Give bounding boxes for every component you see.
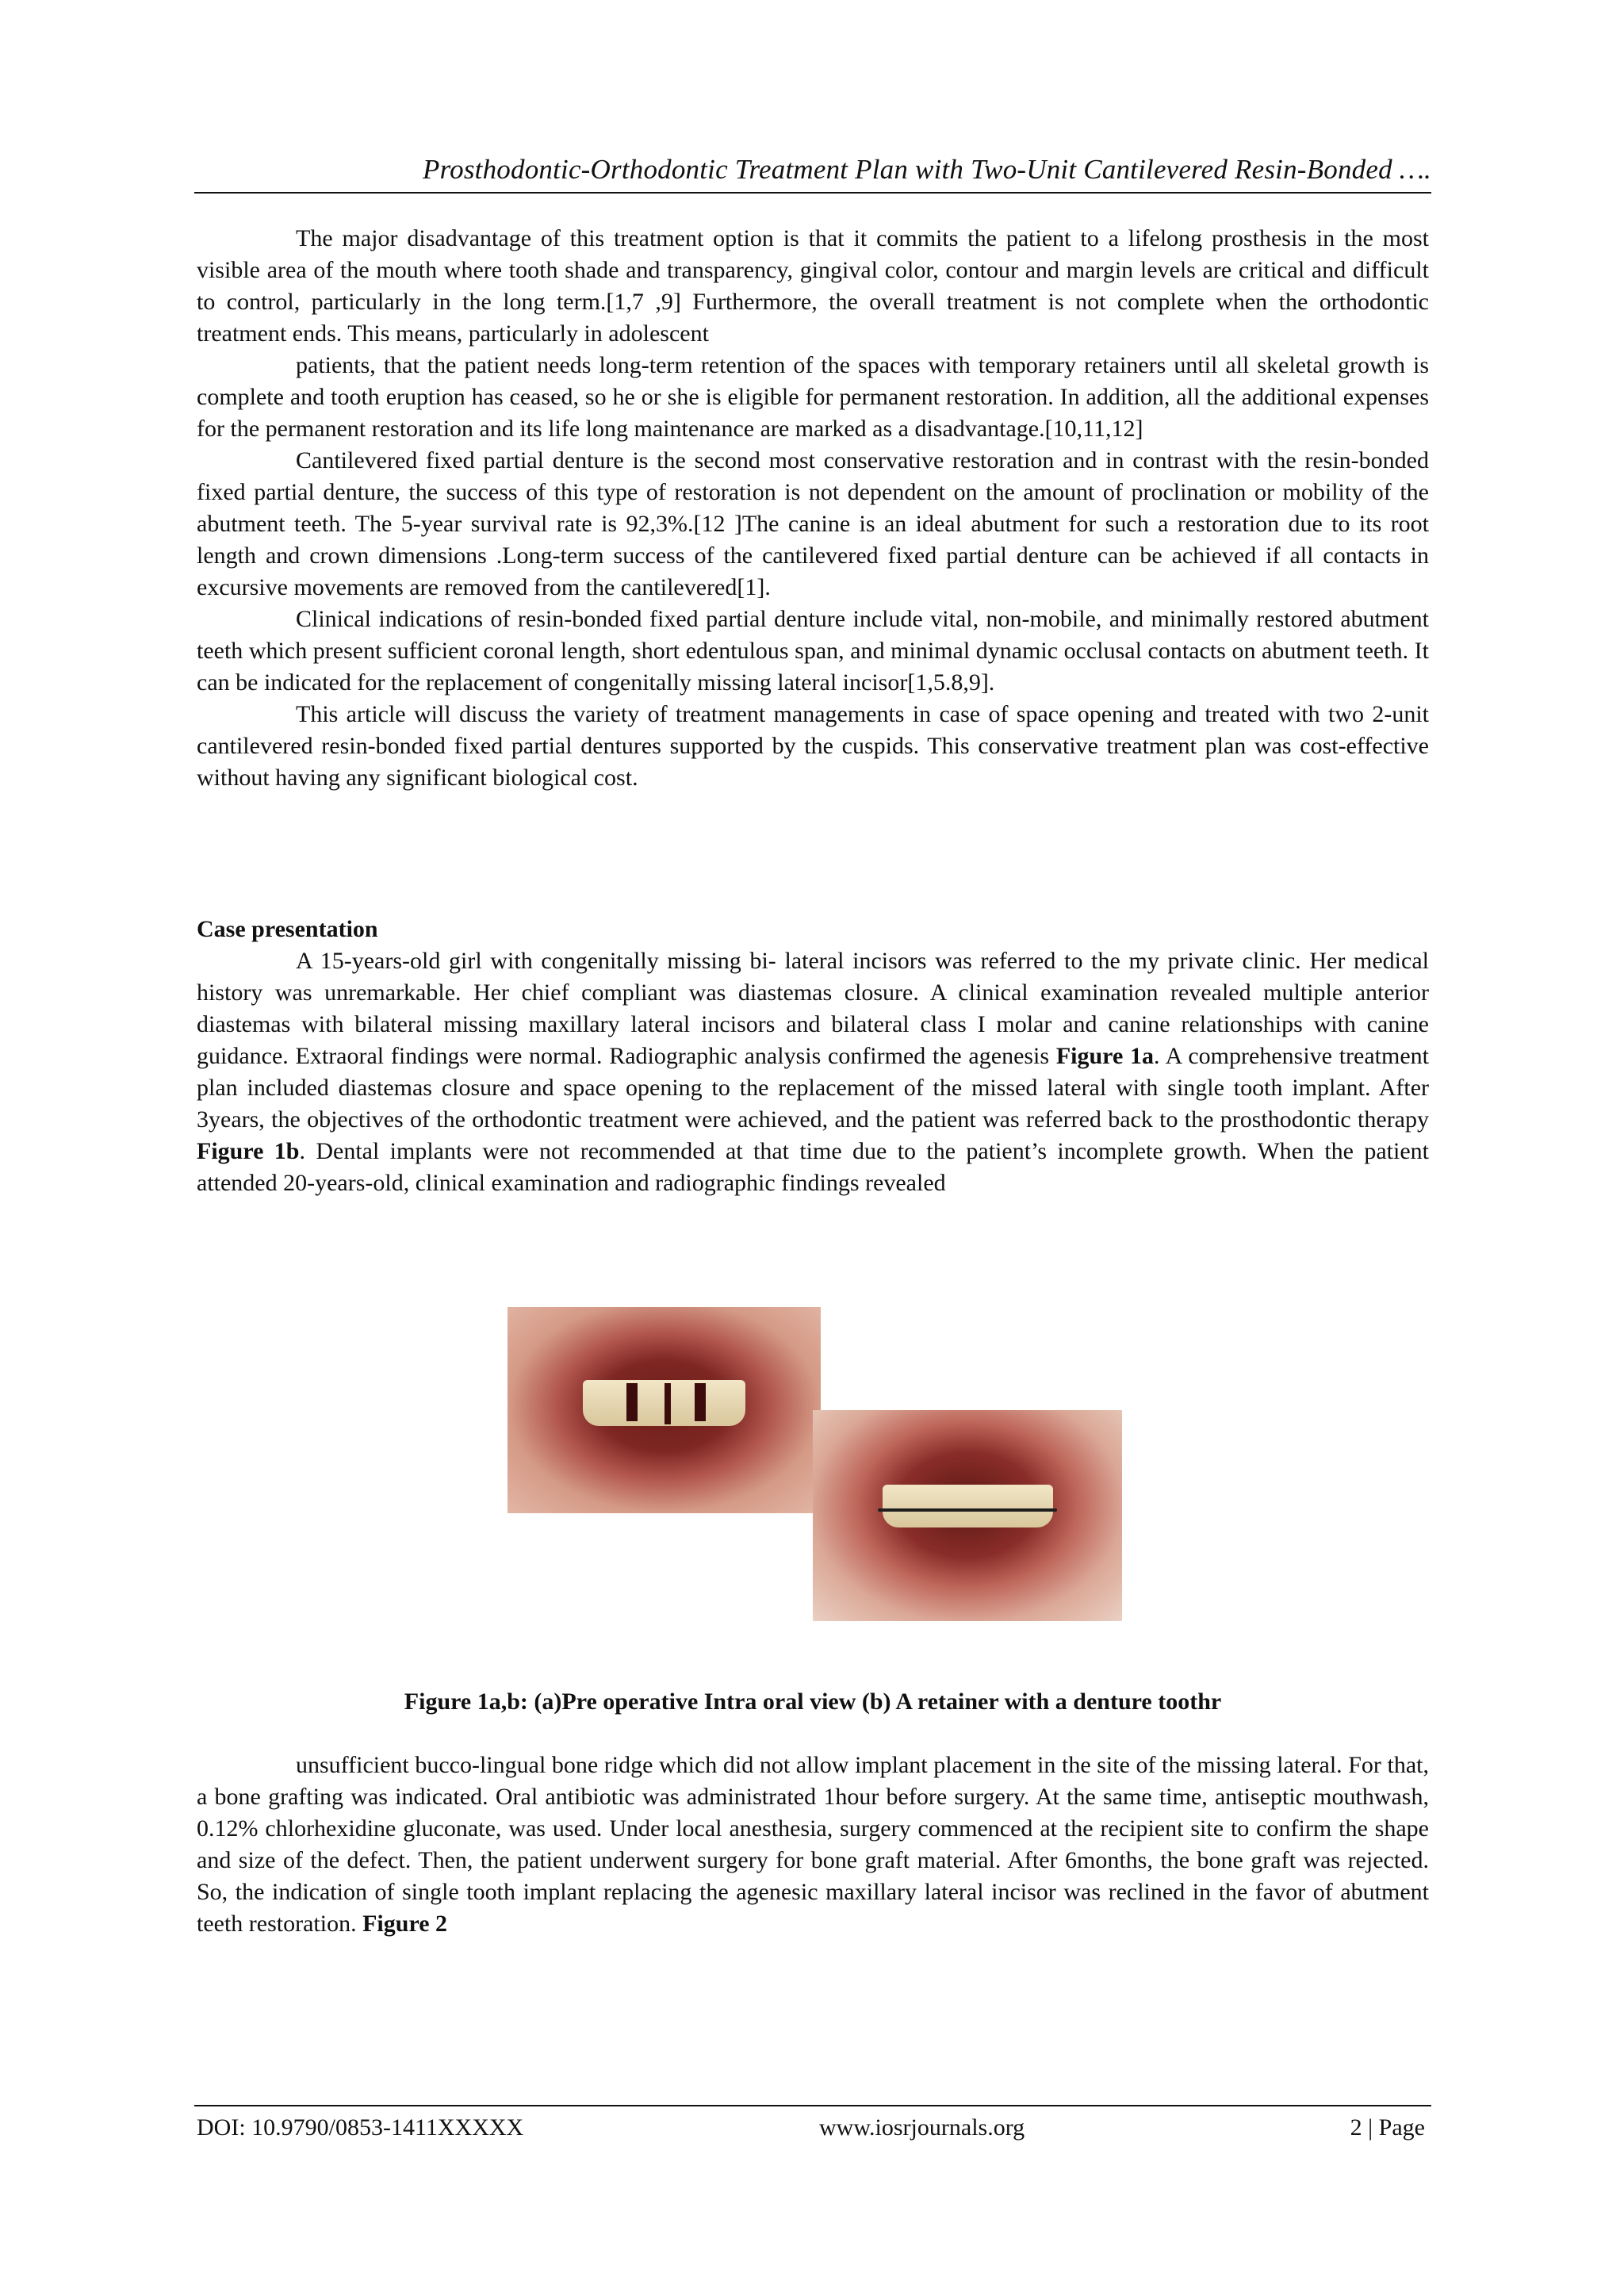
figure-1a-reference: Figure 1a <box>1055 1043 1155 1069</box>
upper-teeth <box>883 1485 1053 1527</box>
footer-website-link[interactable]: www.iosrjournals.org <box>819 2114 1025 2141</box>
paragraph-case <box>197 945 1429 1199</box>
diastema-gap <box>626 1383 638 1421</box>
paragraph-indications: Clinical indications of resin-bonded fixed partial denture include vital, non-mobile, and minimally restored abutment teeth which present sufficient coronal length, short edentulous span, and minimal dynamic occlusal contacts on abutment teeth. It can be indicated for the replacement of congenitally missing lateral incisor[1,5.8,9]. <box>197 606 1429 696</box>
paragraph-cantilevered: Cantilevered fixed partial denture is the second most conservative restoration and in contrast with the resin-bonded fixed partial denture, the success of this type of restoration is not dependent on the amount of proclination or mobility of the abutment teeth. The 5-year survival rate is 92,3%.[12 ]The canine is an ideal abutment for such a restoration due to its root length and crown dimensions .Long-term success of the cantilevered fixed partial denture can be achieved if all contacts in excursive movements are removed from the cantilevered[1]. <box>197 447 1429 600</box>
figure-1 <box>508 1307 1122 1621</box>
running-header <box>194 152 1431 194</box>
retainer-wire <box>878 1508 1057 1512</box>
case-text-3: . Dental implants were not recommended at that time due to the patient’s incomplete growth. When the patient attended 20-years-old, clinical examination and radiographic findings revealed <box>197 1138 1429 1196</box>
bone-graft-text: unsufficient bucco-lingual bone ridge which did not allow implant placement in the site of the missing lateral. For that, a bone grafting was indicated. Oral antibiotic was administrated 1hour before surgery. At the same time, antiseptic mouthwash, 0.12% chlorhexidine gluconate, was used. Under local anesthesia, surgery commenced at the recipient site to confirm the shape and size of the defect. Then, the patient underwent surgery for bone graft material. After 6months, the bone graft was rejected. So, the indication of single tooth implant replacing the agenesic maxillary lateral incisor was reclined in the favor of abutment teeth restoration. <box>197 1752 1429 1937</box>
case-presentation-section <box>197 914 1429 1199</box>
figure-1-caption: Figure 1a,b: (a)Pre operative Intra oral view (b) A retainer with a denture toothr <box>404 1688 1222 1715</box>
paragraph-article-scope: This article will discuss the variety of treatment managements in case of space opening and treated with two 2-unit cantilevered resin-bonded fixed partial dentures supported by the cuspids. This conservative treatment plan was cost-effective without having any significant biological cost. <box>197 701 1429 791</box>
running-title: Prosthodontic-Orthodontic Treatment Plan with Two-Unit Cantilevered Resin-Bonded …. <box>423 154 1431 185</box>
paragraph-retention: patients, that the patient needs long-term retention of the spaces with temporary retainers until all skeletal growth is complete and tooth eruption has ceased, so he or she is eligible for permanent restoration. In addition, all the additional expenses for the permanent restoration and its life long maintenance are marked as a disadvantage.[10,11,12] <box>197 352 1429 442</box>
footer-doi: DOI: 10.9790/0853-1411XXXXX <box>197 2114 524 2141</box>
paragraph-disadvantage: The major disadvantage of this treatment option is that it commits the patient to a lifelong prosthesis in the most visible area of the mouth where tooth shade and transparency, gingival color, contour and margin levels are critical and difficult to control, particularly in the long term.[1,7 ,9] Furthermore, the overall treatment is not complete when the orthodontic treatment ends. This means, particularly in adolescent <box>197 225 1429 347</box>
case-text-2: . A comprehensive treatment plan included diastemas closure and space opening to the replacement of the missed lateral with single tooth implant. After 3years, the objectives of the orthodontic treatment were achieved, and the patient was referred back to the prosthodontic therapy <box>197 1043 1429 1133</box>
figure-1b-reference: Figure 1b <box>197 1138 300 1164</box>
page-footer <box>194 2105 1431 2148</box>
case-text-1: A 15-years-old girl with congenitally missing bi- lateral incisors was referred to the my private clinic. Her medical history was unremarkable. Her chief compliant was diastemas closure. A clinical examination revealed multiple anterior diastemas with bilateral missing maxillary lateral incisors and bilateral class I molar and canine relationships with canine guidance. Extraoral findings were normal. Radiographic analysis confirmed the agenesis <box>197 948 1429 1069</box>
body-text-bottom <box>197 1750 1429 1940</box>
photo-retainer-with-denture-tooth <box>813 1410 1122 1621</box>
case-presentation-heading: Case presentation <box>197 916 378 942</box>
footer-page-number: 2 | Page <box>1350 2114 1425 2141</box>
diastema-gap <box>695 1383 706 1421</box>
paragraph-bone-graft <box>197 1750 1429 1940</box>
photo-pre-operative-intraoral-view <box>508 1307 821 1513</box>
diastema-gap <box>665 1383 671 1424</box>
figure-2-reference: Figure 2 <box>362 1911 448 1937</box>
body-text-top <box>197 223 1429 794</box>
